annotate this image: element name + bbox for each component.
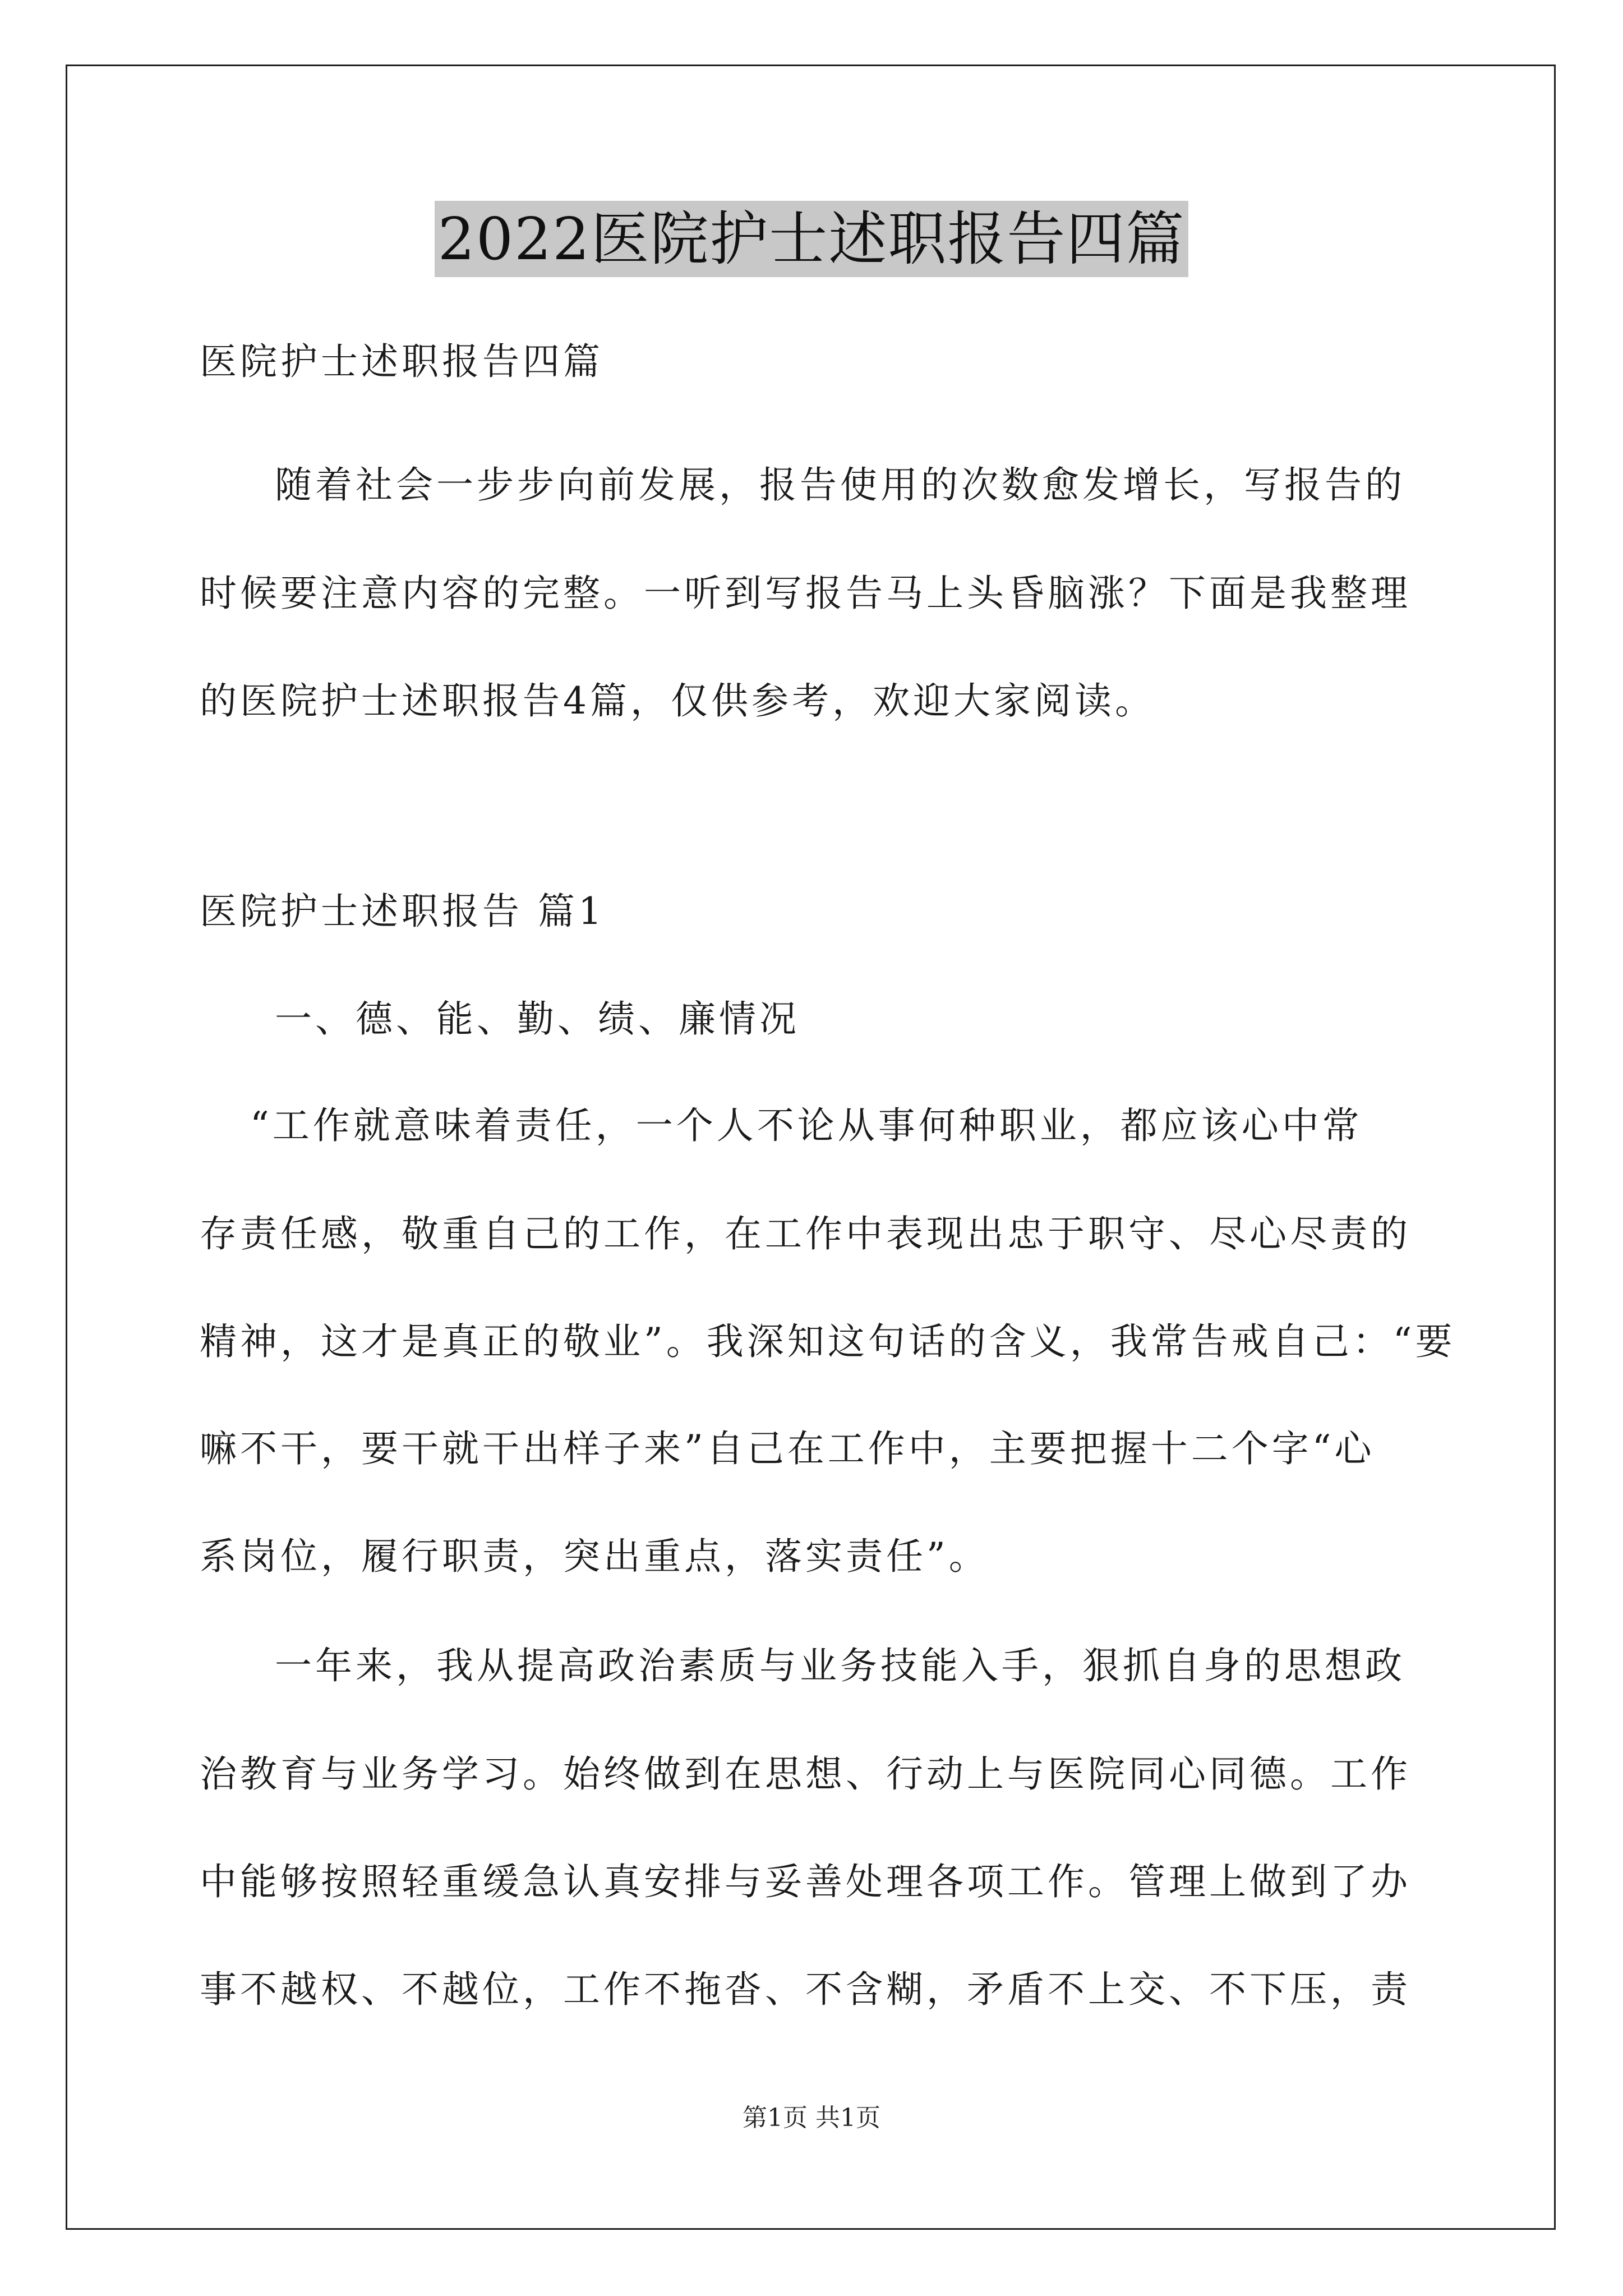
title-container [0,201,1623,277]
page-footer: 第1页 共1页 [743,2104,880,2132]
paragraph-line: 系岗位，履行职责，突出重点，落实责任”。 [200,1535,989,1578]
document-title: 2022医院护士述职报告四篇 [435,201,1189,277]
paragraph-line: 精神，这才是真正的敬业”。我深知这句话的含义，我常告戒自己：“要 [200,1320,1456,1363]
subtitle: 医院护士述职报告四篇 [200,340,603,383]
paragraph-line: 中能够按照轻重缓急认真安排与妥善处理各项工作。管理上做到了办 [200,1860,1411,1903]
paragraph-line: 嘛不干，要干就干出样子来”自己在工作中，主要把握十二个字“心 [200,1427,1375,1470]
paragraph-line: 时候要注意内容的完整。一听到写报告马上头昏脑涨？下面是我整理 [200,572,1411,615]
paragraph-line: 存责任感，敬重自己的工作，在工作中表现出忠于职守、尽心尽责的 [200,1212,1411,1255]
paragraph-line: 随着社会一步步向前发展，报告使用的次数愈发增长，写报告的 [275,463,1405,507]
subsection-heading: 一、德、能、勤、绩、廉情况 [275,997,800,1041]
paragraph-line: “工作就意味着责任，一个人不论从事何种职业，都应该心中常 [250,1104,1363,1147]
paragraph-line: 一年来，我从提高政治素质与业务技能入手，狠抓自身的思想政 [275,1644,1405,1687]
section-heading: 医院护士述职报告 篇1 [200,890,605,933]
paragraph-line: 事不越权、不越位，工作不拖沓、不含糊，矛盾不上交、不下压，责 [200,1968,1411,2011]
paragraph-line: 治教育与业务学习。始终做到在思想、行动上与医院同心同德。工作 [200,1752,1411,1796]
paragraph-line: 的医院护士述职报告4篇，仅供参考，欢迎大家阅读。 [200,679,1155,723]
